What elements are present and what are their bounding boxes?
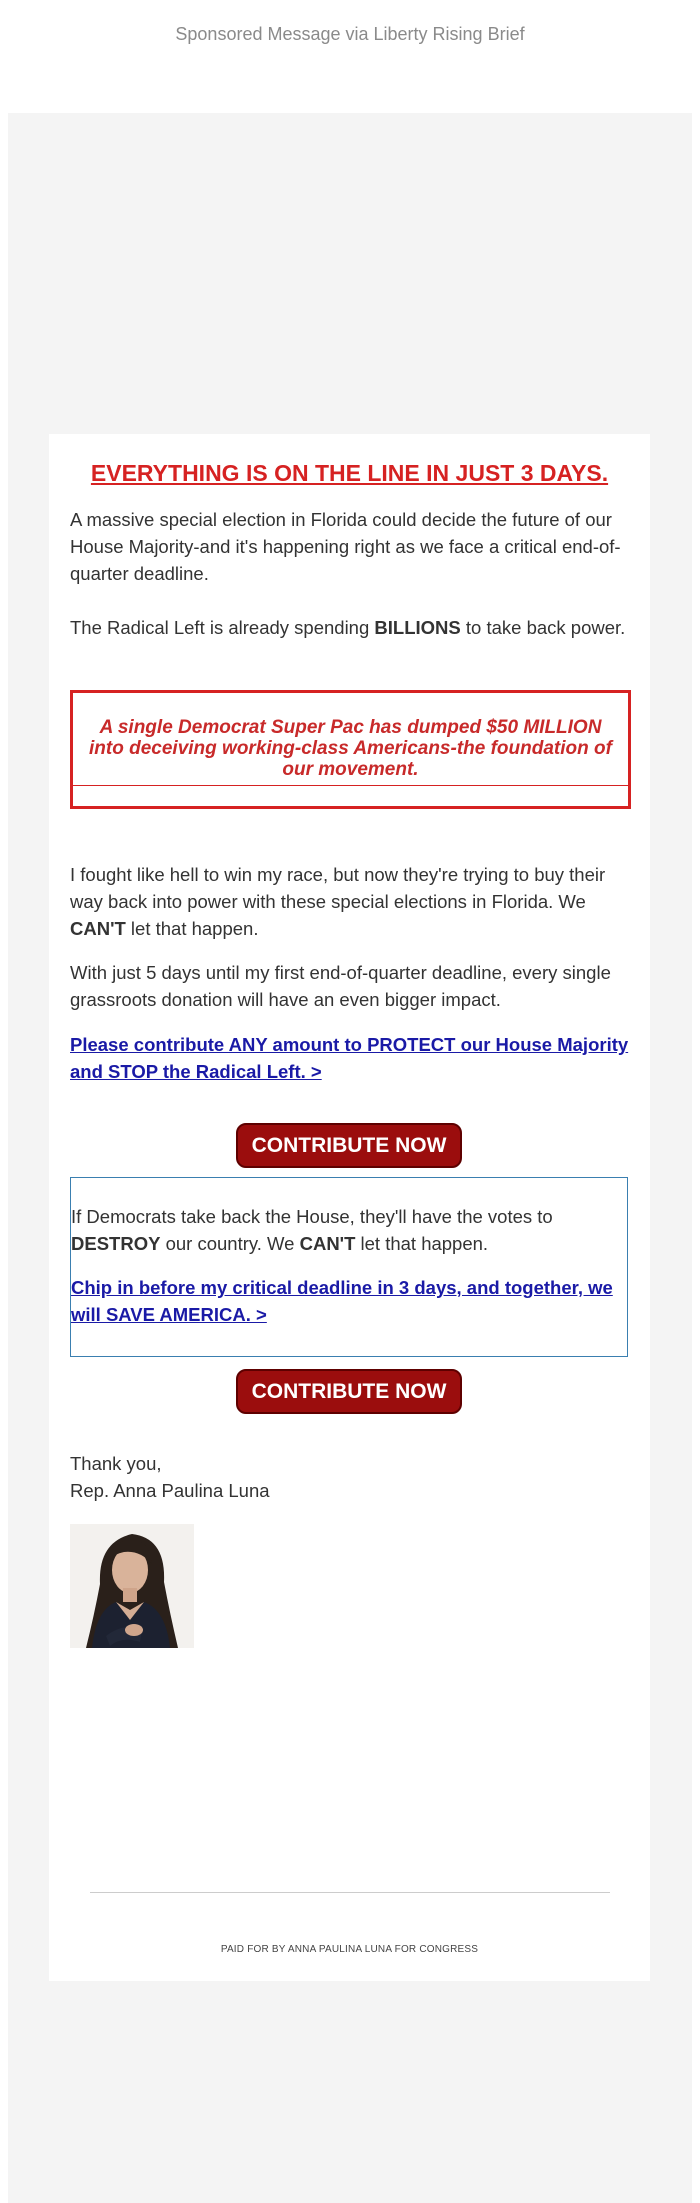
contribute-link-protect[interactable]: Please contribute ANY amount to PROTECT our House Majority and STOP the Radical Left. > [70, 1034, 629, 1082]
paragraph-special-election: A massive special election in Florida could decide the future of our House Majority-and it's happening right as we face a critical end-of-quarter deadline. [70, 509, 621, 584]
paragraph-radical-left: The Radical Left is already spending BILLIONS to take back power. [70, 617, 626, 638]
callout-text: A single Democrat Super Pac has dumped $50 MILLION into deceiving working-class Americans-the foundation of our movement. [89, 717, 612, 780]
paragraph-democrats: If Democrats take back the House, they'll have the votes to DESTROY our country. We CAN'T let that happen. [71, 1206, 553, 1254]
signoff-name: Rep. Anna Paulina Luna [70, 1480, 270, 1501]
sponsor-line: Sponsored Message via Liberty Rising Brief [175, 24, 525, 44]
appeal-box [70, 1177, 628, 1357]
callout-divider [73, 785, 628, 786]
signoff-thanks: Thank you, [70, 1453, 162, 1474]
callout-box [70, 690, 631, 809]
contribute-now-button[interactable]: CONTRIBUTE NOW [236, 1123, 462, 1168]
contribute-now-button-2[interactable]: CONTRIBUTE NOW [236, 1369, 462, 1414]
candidate-photo [70, 1524, 194, 1648]
paid-for-disclaimer: PAID FOR BY ANNA PAULINA LUNA FOR CONGRESS [220, 1944, 479, 1955]
paragraph-deadline: With just 5 days until my first end-of-quarter deadline, every single grassroots donation will have an even bigger impact. [70, 962, 611, 1010]
paragraph-fought: I fought like hell to win my race, but now they're trying to buy their way back into power with these special elections in Florida. We CAN'T let that happen. [70, 864, 606, 939]
footer-divider [90, 1892, 610, 1893]
chip-in-link[interactable]: Chip in before my critical deadline in 3 days, and together, we will SAVE AMERICA. > [71, 1277, 613, 1325]
candidate-portrait-image [70, 1524, 194, 1648]
email-card [49, 434, 650, 1981]
headline: EVERYTHING IS ON THE LINE IN JUST 3 DAYS. [90, 460, 609, 486]
